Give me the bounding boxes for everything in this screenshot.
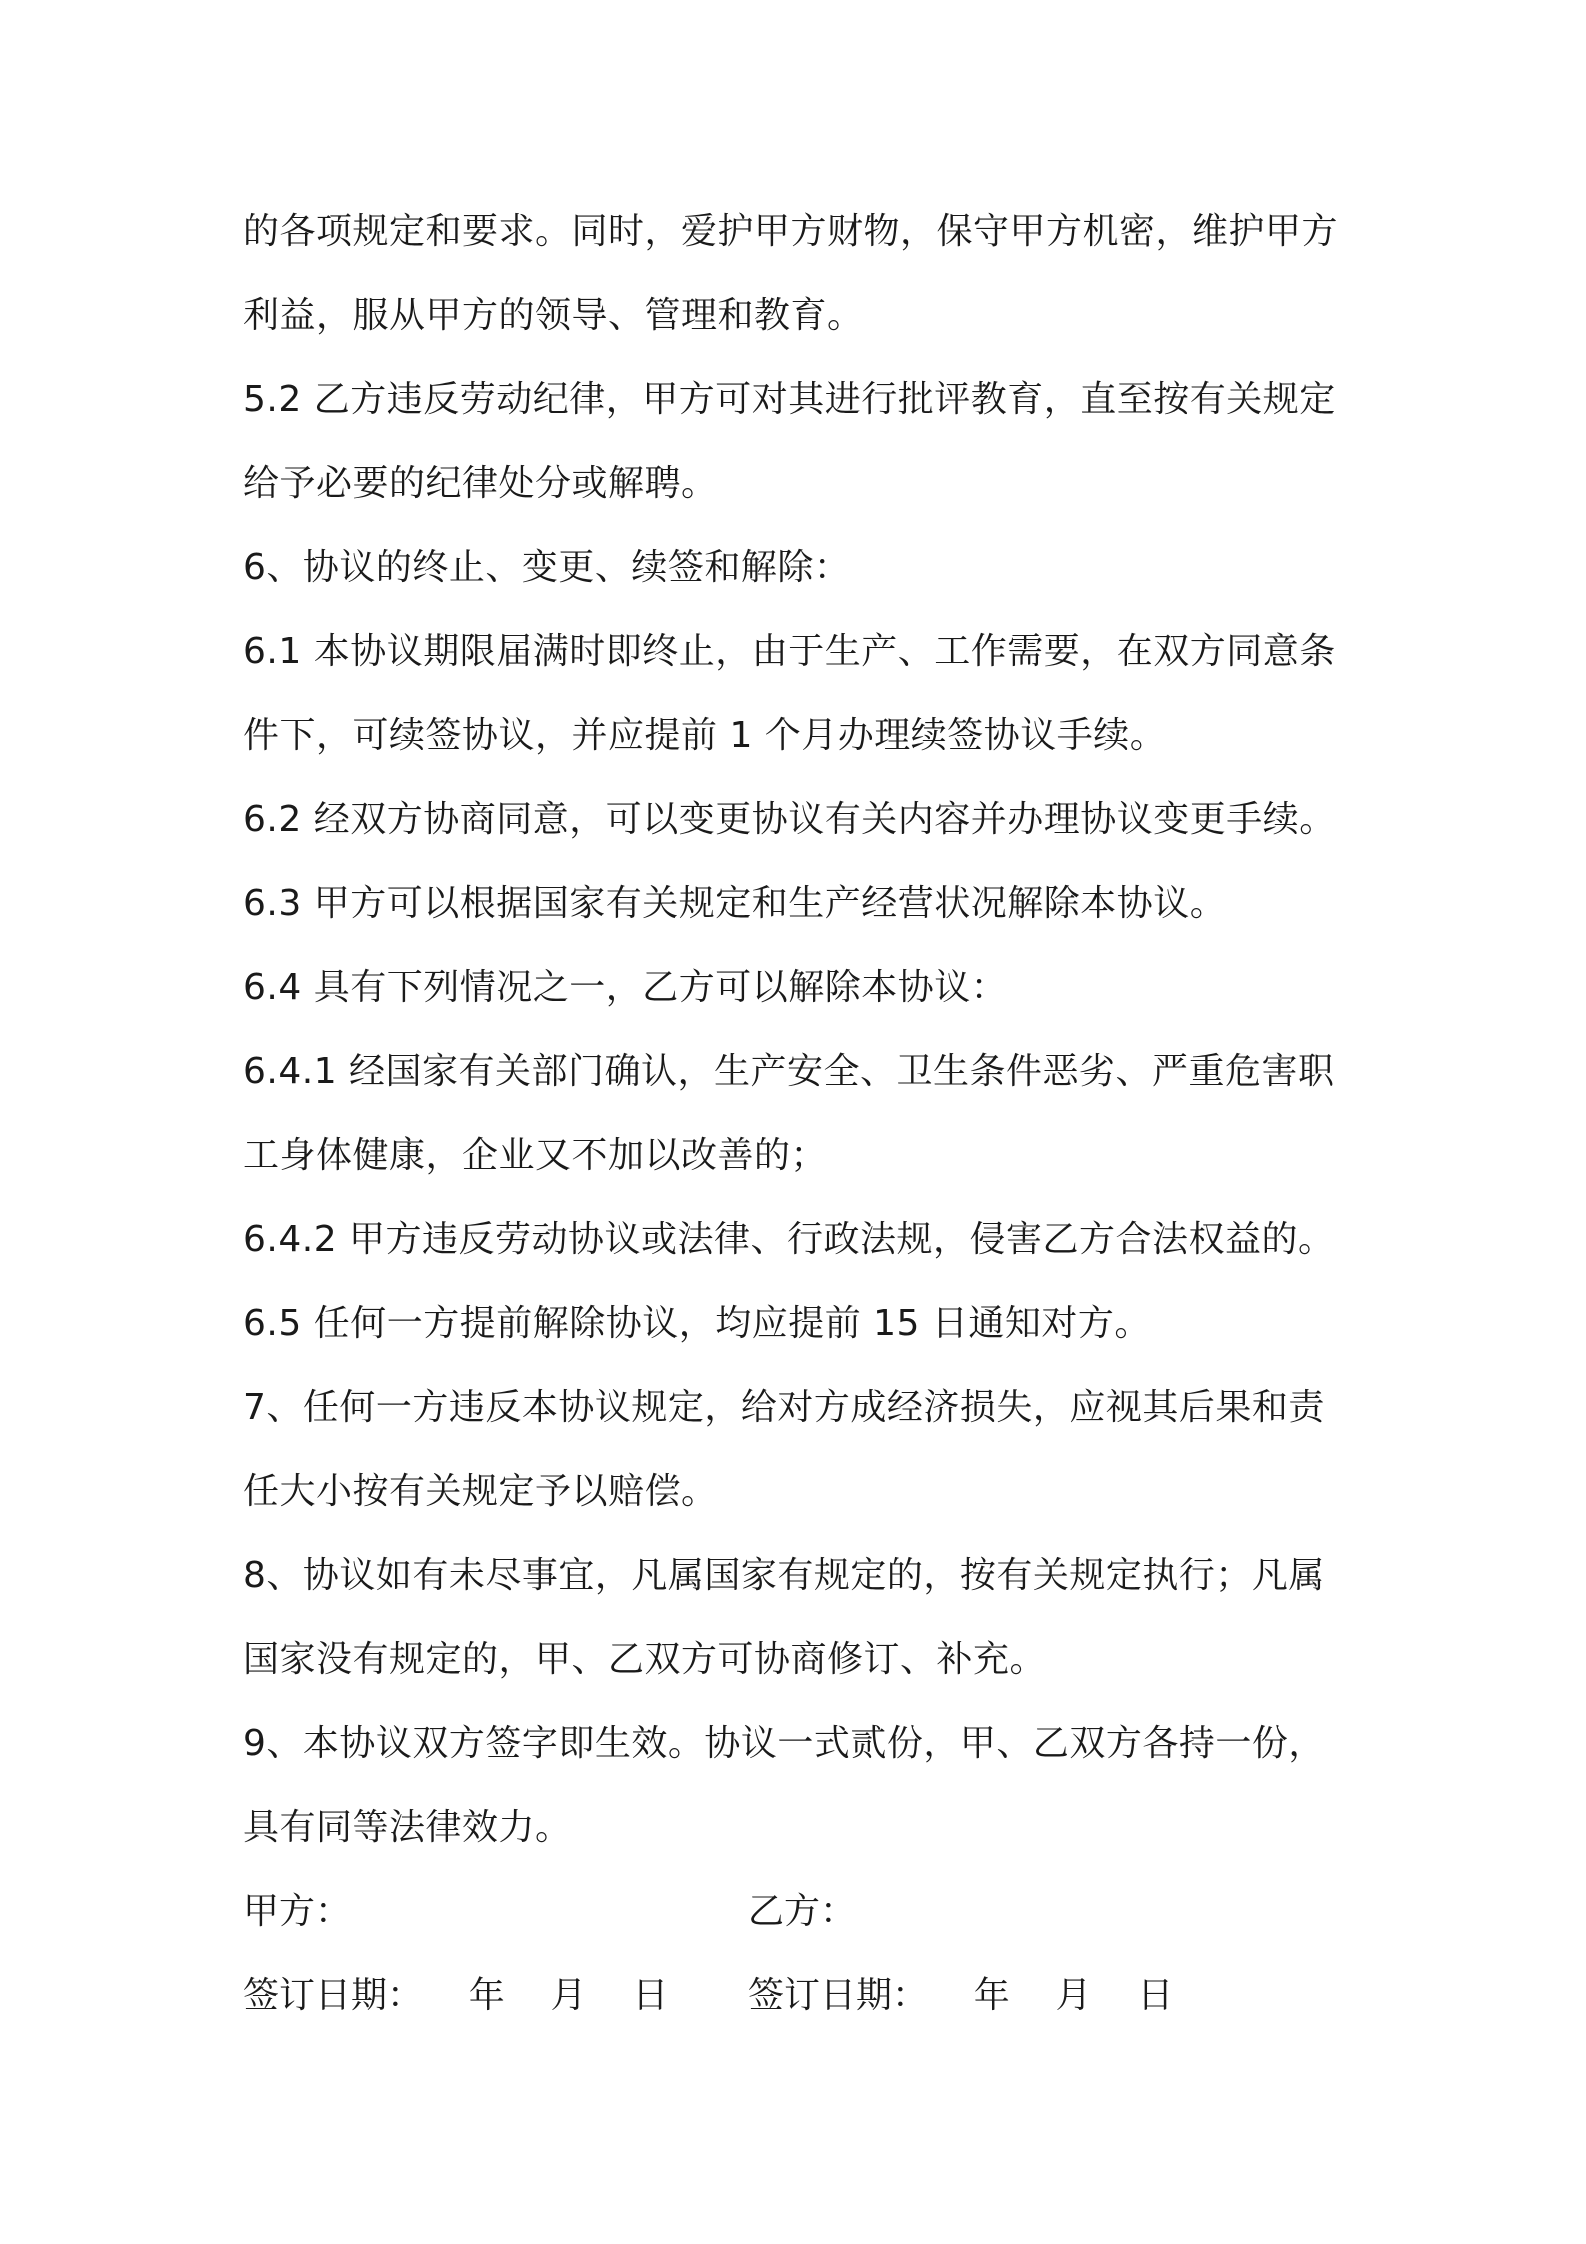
paragraph-line: 任大小按有关规定予以赔偿。 [243, 1471, 718, 1512]
document-body [243, 190, 1363, 2038]
paragraph-line: 工身体健康，企业又不加以改善的； [243, 1135, 828, 1176]
party-b-label: 乙方： [748, 1891, 857, 1932]
paragraph-line: 件下，可续签协议，并应提前 1 个月办理续签协议手续。 [243, 715, 1167, 756]
paragraph-line: 7、任何一方违反本协议规定，给对方成经济损失，应视其后果和责 [243, 1387, 1325, 1428]
paragraph-line: 6.4.1 经国家有关部门确认，生产安全、卫生条件恶劣、严重危害职 [243, 1051, 1335, 1092]
signature-date-row [243, 1954, 1363, 2038]
paragraph-line: 6.4 具有下列情况之一，乙方可以解除本协议： [243, 967, 1008, 1008]
signature-party-row [243, 1870, 1363, 1954]
paragraph-line: 利益，服从甲方的领导、管理和教育。 [243, 295, 864, 336]
paragraph-line: 6.1 本协议期限届满时即终止，由于生产、工作需要，在双方同意条 [243, 631, 1336, 672]
paragraph-line: 6.5 任何一方提前解除协议，均应提前 15 日通知对方。 [243, 1303, 1151, 1344]
paragraph-line: 给予必要的纪律处分或解聘。 [243, 463, 718, 504]
paragraph-line: 具有同等法律效力。 [243, 1807, 572, 1848]
paragraph-line: 5.2 乙方违反劳动纪律，甲方可对其进行批评教育，直至按有关规定 [243, 379, 1336, 420]
paragraph-line: 6.4.2 甲方违反劳动协议或法律、行政法规，侵害乙方合法权益的。 [243, 1219, 1335, 1260]
paragraph-line: 9、本协议双方签字即生效。协议一式贰份，甲、乙双方各持一份， [243, 1723, 1325, 1764]
paragraph-line: 8、协议如有未尽事宜，凡属国家有规定的，按有关规定执行；凡属 [243, 1555, 1325, 1596]
party-b-sign-date: 签订日期： 年 月 日 [748, 1975, 1174, 2016]
paragraph-line: 的各项规定和要求。同时，爱护甲方财物，保守甲方机密，维护甲方 [243, 211, 1339, 252]
paragraph-line: 6.3 甲方可以根据国家有关规定和生产经营状况解除本协议。 [243, 883, 1227, 924]
party-a-sign-date: 签订日期： 年 月 日 [243, 1975, 669, 2016]
section-heading: 6、协议的终止、变更、续签和解除： [243, 547, 851, 588]
paragraph-line: 6.2 经双方协商同意，可以变更协议有关内容并办理协议变更手续。 [243, 799, 1336, 840]
party-a-label: 甲方： [243, 1891, 352, 1932]
paragraph-line: 国家没有规定的，甲、乙双方可协商修订、补充。 [243, 1639, 1047, 1680]
